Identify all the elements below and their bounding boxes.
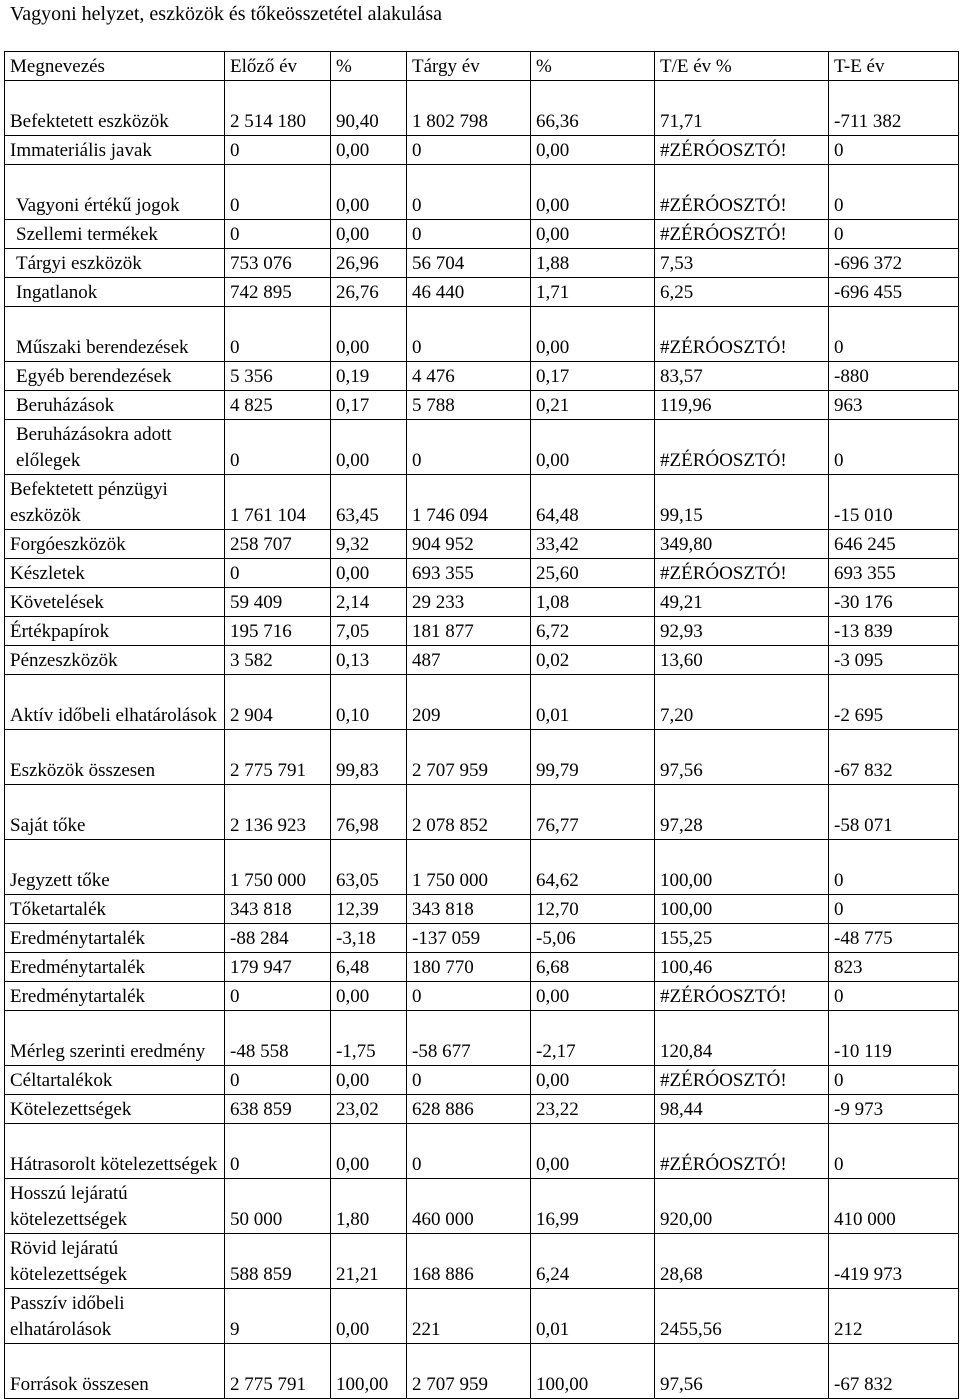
row-label: Céltartalékok <box>5 1066 225 1095</box>
col-header-difference: T-E év <box>829 52 959 81</box>
current-year-value: 209 <box>407 675 531 730</box>
balance-sheet-table <box>4 51 959 1399</box>
table-row <box>5 1289 959 1344</box>
table-row <box>5 249 959 278</box>
current-year-value: 1 746 094 <box>407 475 531 530</box>
row-label: Kötelezettségek <box>5 1095 225 1124</box>
ratio-percent: 6,25 <box>655 278 829 307</box>
col-header-current-percent: % <box>531 52 655 81</box>
difference-value: 0 <box>829 840 959 895</box>
ratio-percent: 49,21 <box>655 588 829 617</box>
row-label: Passzív időbeli elhatárolások <box>5 1289 225 1344</box>
table-row <box>5 559 959 588</box>
row-label: Beruházásokra adott előlegek <box>5 420 225 475</box>
current-year-value: 5 788 <box>407 391 531 420</box>
table-row <box>5 81 959 136</box>
prev-year-value: 5 356 <box>225 362 331 391</box>
difference-value: -10 119 <box>829 1011 959 1066</box>
ratio-percent: 7,20 <box>655 675 829 730</box>
ratio-percent: 100,46 <box>655 953 829 982</box>
difference-value: -419 973 <box>829 1234 959 1289</box>
prev-year-value: 179 947 <box>225 953 331 982</box>
ratio-percent: #ZÉRÓOSZTÓ! <box>655 220 829 249</box>
ratio-percent: #ZÉRÓOSZTÓ! <box>655 1124 829 1179</box>
difference-value: -3 095 <box>829 646 959 675</box>
prev-year-percent: 26,76 <box>331 278 407 307</box>
current-year-value: 2 707 959 <box>407 730 531 785</box>
prev-year-percent: 63,05 <box>331 840 407 895</box>
current-year-value: -58 677 <box>407 1011 531 1066</box>
current-year-percent: 0,00 <box>531 220 655 249</box>
difference-value: 0 <box>829 1066 959 1095</box>
table-row <box>5 391 959 420</box>
table-row <box>5 475 959 530</box>
difference-value: -30 176 <box>829 588 959 617</box>
prev-year-value: -88 284 <box>225 924 331 953</box>
current-year-percent: 0,02 <box>531 646 655 675</box>
current-year-value: 0 <box>407 165 531 220</box>
prev-year-value: 258 707 <box>225 530 331 559</box>
current-year-value: 0 <box>407 1124 531 1179</box>
difference-value: 0 <box>829 420 959 475</box>
prev-year-percent: 0,10 <box>331 675 407 730</box>
ratio-percent: #ZÉRÓOSZTÓ! <box>655 307 829 362</box>
prev-year-value: 195 716 <box>225 617 331 646</box>
prev-year-percent: -1,75 <box>331 1011 407 1066</box>
row-label: Eszközök összesen <box>5 730 225 785</box>
difference-value: 823 <box>829 953 959 982</box>
current-year-percent: -2,17 <box>531 1011 655 1066</box>
prev-year-percent: 90,40 <box>331 81 407 136</box>
prev-year-percent: 0,00 <box>331 136 407 165</box>
row-label: Aktív időbeli elhatárolások <box>5 675 225 730</box>
current-year-percent: 6,68 <box>531 953 655 982</box>
table-row <box>5 1179 959 1234</box>
prev-year-value: 0 <box>225 220 331 249</box>
current-year-value: 180 770 <box>407 953 531 982</box>
prev-year-percent: 2,14 <box>331 588 407 617</box>
prev-year-value: 753 076 <box>225 249 331 278</box>
prev-year-percent: 0,00 <box>331 220 407 249</box>
difference-value: 0 <box>829 1124 959 1179</box>
ratio-percent: 2455,56 <box>655 1289 829 1344</box>
difference-value: 963 <box>829 391 959 420</box>
current-year-percent: 33,42 <box>531 530 655 559</box>
ratio-percent: #ZÉRÓOSZTÓ! <box>655 165 829 220</box>
row-label: Saját tőke <box>5 785 225 840</box>
table-row <box>5 646 959 675</box>
prev-year-percent: -3,18 <box>331 924 407 953</box>
prev-year-value: 0 <box>225 420 331 475</box>
difference-value: -696 455 <box>829 278 959 307</box>
prev-year-value: 0 <box>225 982 331 1011</box>
ratio-percent: 119,96 <box>655 391 829 420</box>
row-label: Ingatlanok <box>5 278 225 307</box>
prev-year-percent: 12,39 <box>331 895 407 924</box>
ratio-percent: 97,56 <box>655 1344 829 1399</box>
ratio-percent: 120,84 <box>655 1011 829 1066</box>
prev-year-value: 1 761 104 <box>225 475 331 530</box>
current-year-value: 343 818 <box>407 895 531 924</box>
current-year-value: 29 233 <box>407 588 531 617</box>
table-row <box>5 530 959 559</box>
table-row <box>5 1011 959 1066</box>
prev-year-percent: 23,02 <box>331 1095 407 1124</box>
difference-value: -15 010 <box>829 475 959 530</box>
table-body <box>5 52 959 1399</box>
difference-value: -13 839 <box>829 617 959 646</box>
row-label: Eredménytartalék <box>5 982 225 1011</box>
row-label: Eredménytartalék <box>5 924 225 953</box>
current-year-percent: 0,00 <box>531 420 655 475</box>
difference-value: -58 071 <box>829 785 959 840</box>
prev-year-value: 3 582 <box>225 646 331 675</box>
current-year-percent: 64,48 <box>531 475 655 530</box>
ratio-percent: 28,68 <box>655 1234 829 1289</box>
row-label: Műszaki berendezések <box>5 307 225 362</box>
table-row <box>5 1124 959 1179</box>
prev-year-percent: 0,00 <box>331 1066 407 1095</box>
row-label: Tőketartalék <box>5 895 225 924</box>
table-row <box>5 1344 959 1399</box>
prev-year-value: 1 750 000 <box>225 840 331 895</box>
prev-year-value: 59 409 <box>225 588 331 617</box>
prev-year-percent: 0,17 <box>331 391 407 420</box>
row-label: Tárgyi eszközök <box>5 249 225 278</box>
current-year-percent: 64,62 <box>531 840 655 895</box>
ratio-percent: 98,44 <box>655 1095 829 1124</box>
col-header-current-year: Tárgy év <box>407 52 531 81</box>
ratio-percent: #ZÉRÓOSZTÓ! <box>655 1066 829 1095</box>
table-row <box>5 165 959 220</box>
prev-year-percent: 0,00 <box>331 420 407 475</box>
row-label: Hosszú lejáratú kötelezettségek <box>5 1179 225 1234</box>
current-year-percent: 6,72 <box>531 617 655 646</box>
current-year-percent: 25,60 <box>531 559 655 588</box>
prev-year-value: 9 <box>225 1289 331 1344</box>
current-year-value: 168 886 <box>407 1234 531 1289</box>
prev-year-percent: 63,45 <box>331 475 407 530</box>
current-year-percent: 66,36 <box>531 81 655 136</box>
difference-value: -880 <box>829 362 959 391</box>
current-year-percent: 1,08 <box>531 588 655 617</box>
current-year-percent: 0,17 <box>531 362 655 391</box>
table-row <box>5 420 959 475</box>
current-year-value: 628 886 <box>407 1095 531 1124</box>
table-row <box>5 785 959 840</box>
col-header-name: Megnevezés <box>5 52 225 81</box>
difference-value: 0 <box>829 307 959 362</box>
ratio-percent: 97,28 <box>655 785 829 840</box>
difference-value: 410 000 <box>829 1179 959 1234</box>
row-label: Követelések <box>5 588 225 617</box>
current-year-value: 1 750 000 <box>407 840 531 895</box>
ratio-percent: 7,53 <box>655 249 829 278</box>
current-year-value: 0 <box>407 420 531 475</box>
table-row <box>5 924 959 953</box>
prev-year-percent: 0,19 <box>331 362 407 391</box>
ratio-percent: #ZÉRÓOSZTÓ! <box>655 420 829 475</box>
prev-year-value: 2 904 <box>225 675 331 730</box>
ratio-percent: 99,15 <box>655 475 829 530</box>
prev-year-value: 0 <box>225 1124 331 1179</box>
ratio-percent: 155,25 <box>655 924 829 953</box>
row-label: Beruházások <box>5 391 225 420</box>
current-year-percent: 23,22 <box>531 1095 655 1124</box>
prev-year-value: 742 895 <box>225 278 331 307</box>
table-row <box>5 1095 959 1124</box>
current-year-percent: 6,24 <box>531 1234 655 1289</box>
ratio-percent: 83,57 <box>655 362 829 391</box>
table-row <box>5 278 959 307</box>
current-year-percent: 0,21 <box>531 391 655 420</box>
difference-value: -696 372 <box>829 249 959 278</box>
current-year-value: 0 <box>407 982 531 1011</box>
row-label: Hátrasorolt kötelezettségek <box>5 1124 225 1179</box>
current-year-percent: 0,00 <box>531 1066 655 1095</box>
ratio-percent: #ZÉRÓOSZTÓ! <box>655 982 829 1011</box>
table-row <box>5 1066 959 1095</box>
prev-year-value: 0 <box>225 1066 331 1095</box>
document-title: Vagyoni helyzet, eszközök és tőkeösszetétel alakulása <box>10 3 443 25</box>
current-year-percent: 100,00 <box>531 1344 655 1399</box>
current-year-value: 460 000 <box>407 1179 531 1234</box>
prev-year-value: 0 <box>225 165 331 220</box>
ratio-percent: 71,71 <box>655 81 829 136</box>
prev-year-value: 0 <box>225 559 331 588</box>
table-row <box>5 982 959 1011</box>
prev-year-percent: 0,00 <box>331 982 407 1011</box>
row-label: Szellemi termékek <box>5 220 225 249</box>
row-label: Értékpapírok <box>5 617 225 646</box>
current-year-percent: 0,01 <box>531 675 655 730</box>
row-label: Rövid lejáratú kötelezettségek <box>5 1234 225 1289</box>
prev-year-value: 2 775 791 <box>225 1344 331 1399</box>
prev-year-percent: 100,00 <box>331 1344 407 1399</box>
current-year-value: 693 355 <box>407 559 531 588</box>
ratio-percent: 13,60 <box>655 646 829 675</box>
ratio-percent: 97,56 <box>655 730 829 785</box>
table-row <box>5 895 959 924</box>
prev-year-percent: 0,00 <box>331 165 407 220</box>
prev-year-value: 2 775 791 <box>225 730 331 785</box>
prev-year-percent: 21,21 <box>331 1234 407 1289</box>
ratio-percent: #ZÉRÓOSZTÓ! <box>655 136 829 165</box>
difference-value: 0 <box>829 220 959 249</box>
current-year-percent: 16,99 <box>531 1179 655 1234</box>
table-row <box>5 362 959 391</box>
col-header-prev-year: Előző év <box>225 52 331 81</box>
table-row <box>5 588 959 617</box>
difference-value: -711 382 <box>829 81 959 136</box>
row-label: Befektetett pénzügyi eszközök <box>5 475 225 530</box>
row-label: Jegyzett tőke <box>5 840 225 895</box>
difference-value: -67 832 <box>829 730 959 785</box>
prev-year-percent: 0,00 <box>331 307 407 362</box>
difference-value: 0 <box>829 136 959 165</box>
difference-value: 212 <box>829 1289 959 1344</box>
prev-year-value: 0 <box>225 307 331 362</box>
difference-value: -9 973 <box>829 1095 959 1124</box>
difference-value: 646 245 <box>829 530 959 559</box>
prev-year-percent: 26,96 <box>331 249 407 278</box>
difference-value: 693 355 <box>829 559 959 588</box>
table-row <box>5 136 959 165</box>
row-label: Eredménytartalék <box>5 953 225 982</box>
table-row <box>5 730 959 785</box>
prev-year-value: 50 000 <box>225 1179 331 1234</box>
current-year-percent: 0,00 <box>531 165 655 220</box>
current-year-percent: 0,01 <box>531 1289 655 1344</box>
row-label: Egyéb berendezések <box>5 362 225 391</box>
ratio-percent: 92,93 <box>655 617 829 646</box>
current-year-value: 0 <box>407 136 531 165</box>
current-year-percent: 1,88 <box>531 249 655 278</box>
col-header-ratio-percent: T/E év % <box>655 52 829 81</box>
prev-year-percent: 0,00 <box>331 1124 407 1179</box>
prev-year-percent: 1,80 <box>331 1179 407 1234</box>
table-row <box>5 953 959 982</box>
prev-year-percent: 9,32 <box>331 530 407 559</box>
current-year-value: 4 476 <box>407 362 531 391</box>
current-year-percent: 0,00 <box>531 982 655 1011</box>
col-header-prev-percent: % <box>331 52 407 81</box>
difference-value: 0 <box>829 982 959 1011</box>
current-year-value: 46 440 <box>407 278 531 307</box>
current-year-value: 0 <box>407 307 531 362</box>
current-year-value: 181 877 <box>407 617 531 646</box>
row-label: Befektetett eszközök <box>5 81 225 136</box>
current-year-value: 904 952 <box>407 530 531 559</box>
current-year-value: 2 707 959 <box>407 1344 531 1399</box>
ratio-percent: #ZÉRÓOSZTÓ! <box>655 559 829 588</box>
difference-value: 0 <box>829 895 959 924</box>
prev-year-percent: 99,83 <box>331 730 407 785</box>
prev-year-percent: 0,13 <box>331 646 407 675</box>
table-row <box>5 840 959 895</box>
difference-value: -67 832 <box>829 1344 959 1399</box>
table-row <box>5 617 959 646</box>
difference-value: -2 695 <box>829 675 959 730</box>
prev-year-percent: 76,98 <box>331 785 407 840</box>
row-label: Pénzeszközök <box>5 646 225 675</box>
current-year-value: 2 078 852 <box>407 785 531 840</box>
table-row <box>5 675 959 730</box>
current-year-percent: 99,79 <box>531 730 655 785</box>
prev-year-value: 2 514 180 <box>225 81 331 136</box>
table-row <box>5 220 959 249</box>
ratio-percent: 100,00 <box>655 840 829 895</box>
row-label: Források összesen <box>5 1344 225 1399</box>
current-year-percent: 0,00 <box>531 136 655 165</box>
ratio-percent: 920,00 <box>655 1179 829 1234</box>
prev-year-percent: 0,00 <box>331 1289 407 1344</box>
prev-year-percent: 0,00 <box>331 559 407 588</box>
prev-year-value: 638 859 <box>225 1095 331 1124</box>
table-header-row <box>5 52 959 81</box>
prev-year-value: -48 558 <box>225 1011 331 1066</box>
current-year-value: 0 <box>407 220 531 249</box>
current-year-value: -137 059 <box>407 924 531 953</box>
current-year-value: 0 <box>407 1066 531 1095</box>
table-row <box>5 307 959 362</box>
current-year-percent: 0,00 <box>531 307 655 362</box>
ratio-percent: 100,00 <box>655 895 829 924</box>
current-year-value: 56 704 <box>407 249 531 278</box>
prev-year-value: 588 859 <box>225 1234 331 1289</box>
prev-year-percent: 6,48 <box>331 953 407 982</box>
difference-value: 0 <box>829 165 959 220</box>
current-year-percent: 12,70 <box>531 895 655 924</box>
prev-year-percent: 7,05 <box>331 617 407 646</box>
row-label: Forgóeszközök <box>5 530 225 559</box>
row-label: Vagyoni értékű jogok <box>5 165 225 220</box>
row-label: Immateriális javak <box>5 136 225 165</box>
prev-year-value: 0 <box>225 136 331 165</box>
table-row <box>5 1234 959 1289</box>
current-year-percent: 0,00 <box>531 1124 655 1179</box>
difference-value: -48 775 <box>829 924 959 953</box>
prev-year-value: 2 136 923 <box>225 785 331 840</box>
current-year-percent: 1,71 <box>531 278 655 307</box>
prev-year-value: 343 818 <box>225 895 331 924</box>
row-label: Készletek <box>5 559 225 588</box>
ratio-percent: 349,80 <box>655 530 829 559</box>
current-year-percent: -5,06 <box>531 924 655 953</box>
row-label: Mérleg szerinti eredmény <box>5 1011 225 1066</box>
current-year-value: 487 <box>407 646 531 675</box>
prev-year-value: 4 825 <box>225 391 331 420</box>
current-year-value: 1 802 798 <box>407 81 531 136</box>
current-year-percent: 76,77 <box>531 785 655 840</box>
current-year-value: 221 <box>407 1289 531 1344</box>
